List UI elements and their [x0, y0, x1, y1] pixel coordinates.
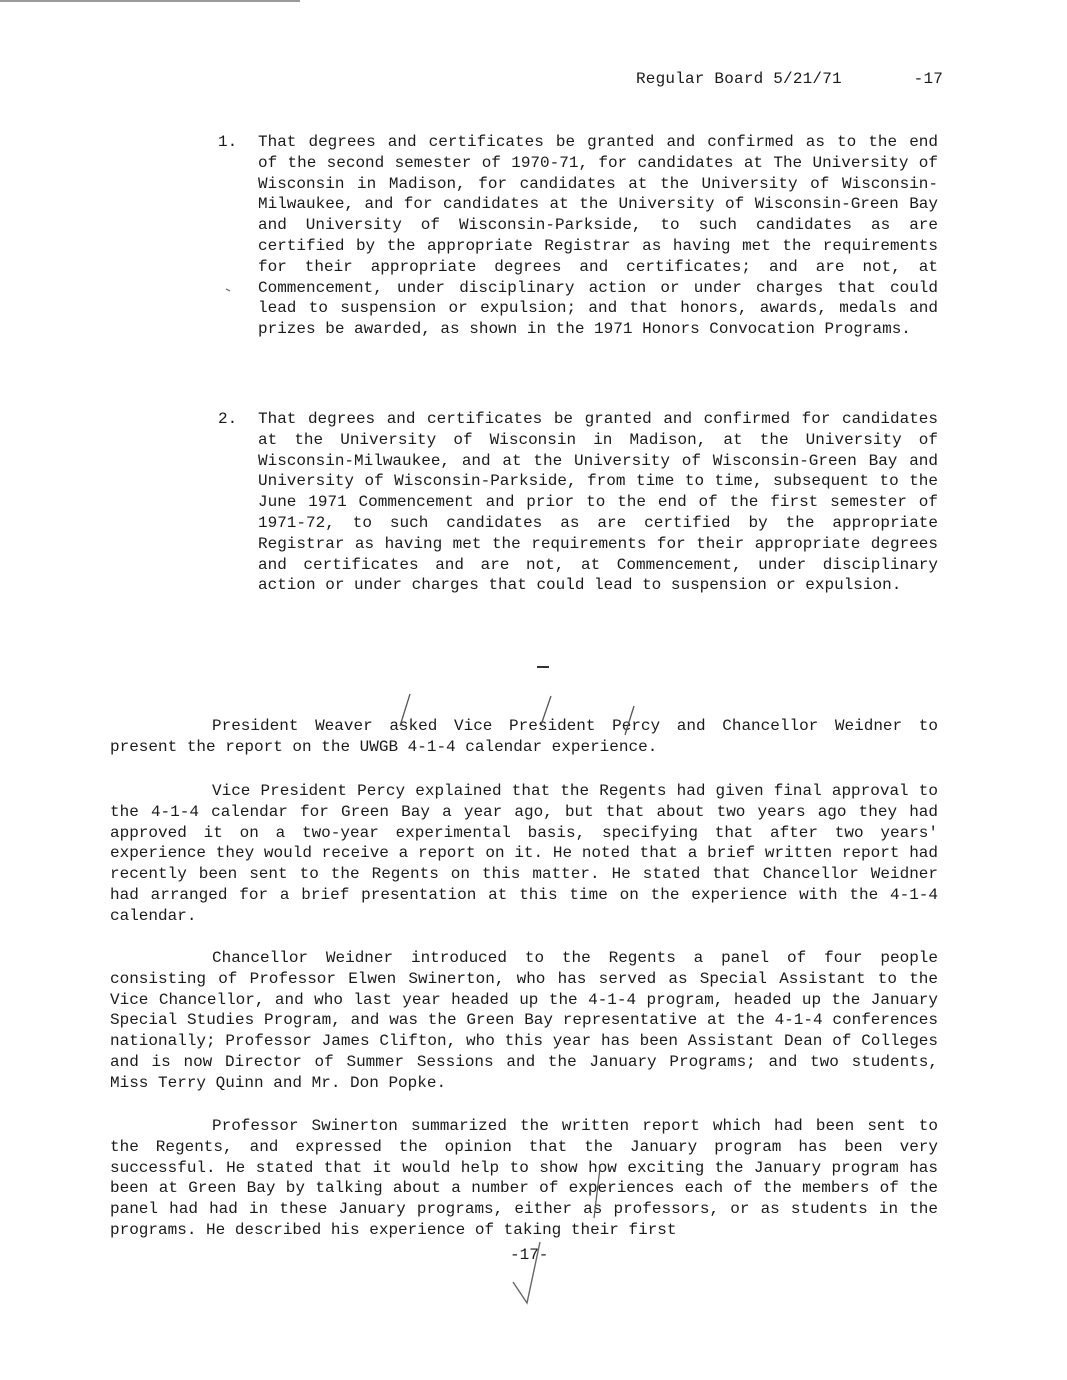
paragraph-weaver-request: President Weaver asked Vice President Percy and Chancellor Weidner to present the report on the UWGB 4-1-4 calendar experience. — [110, 717, 938, 756]
header-page-ref: -17 — [913, 70, 944, 88]
item-number: 1. — [218, 133, 238, 151]
paragraph-swinerton-summary: Professor Swinerton summarized the written report which had been sent to the Regents, and expressed the opinion that the January program has been very successful. He stated that it would help to show how exciting the January program has been at Green Bay by talking about a number of experiences each of the members of the panel had had in these January programs, either as professors, or as students in the programs. He described his experience of taking their first — [110, 1117, 938, 1239]
header-title: Regular Board 5/21/71 — [636, 70, 842, 88]
page-header — [636, 70, 943, 88]
item-text: That degrees and certificates be granted and confirmed for candidates at the University of Wisconsin in Madison, at the University of Wisconsin-Milwaukee, and at the University of Wisconsin-Green Bay and University of Wisconsin-Parkside, from time to time, subsequent to the June 1971 Commencement and prior to the end of the first semester of 1971-72, to such candidates as are certified by the appropriate Registrar as having met the requirements for their appropriate degrees and certificates and are not, at Commencement, under disciplinary action or under charges that could lead to suspension or expulsion. — [258, 410, 938, 595]
section-separator — [537, 666, 549, 668]
paragraph-weidner-panel: Chancellor Weidner introduced to the Regents a panel of four people consisting of Professor Elwen Swinerton, who has served as Special Assistant to the Vice Chancellor, and who last year headed up the 4-1-4 program, headed up the January Special Studies Program, and was the Green Bay representative at the 4-1-4 conferences nationally; Professor James Clifton, who this year has been Assistant Dean of Colleges and is now Director of Summer Sessions and the January Programs; and two students, Miss Terry Quinn and Mr. Don Popke. — [110, 949, 938, 1092]
paragraph-percy-explanation: Vice President Percy explained that the Regents had given final approval to the 4-1-4 calendar for Green Bay a year ago, but that about two years ago they had approved it on a two-year experimental basis, specifying that after two years' experience they would receive a report on it. He noted that a brief written report had recently been sent to the Regents on this matter. He stated that Chancellor Weidner had arranged for a brief presentation at this time on the experience with the 4-1-4 calendar. — [110, 782, 938, 925]
margin-tick — [226, 289, 230, 291]
item-text: That degrees and certificates be granted and confirmed as to the end of the second semester of 1970-71, for candidates at The University of Wisconsin in Madison, for candidates at the University of Wisconsin-Milwaukee, and for candidates at the University of Wisconsin-Green Bay and University of Wisconsin-Parkside, to such candidates as are certified by the appropriate Registrar as having met the requirements for their appropriate degrees and certificates; and are not, at Commencement, under disciplinary action or under charges that could lead to suspension or expulsion; and that honors, awards, medals and prizes be awarded, as shown in the 1971 Honors Convocation Programs. — [258, 133, 938, 339]
top-edge-rule — [0, 0, 300, 2]
page-footer-number: -17- — [510, 1246, 549, 1264]
item-number: 2. — [218, 410, 238, 428]
